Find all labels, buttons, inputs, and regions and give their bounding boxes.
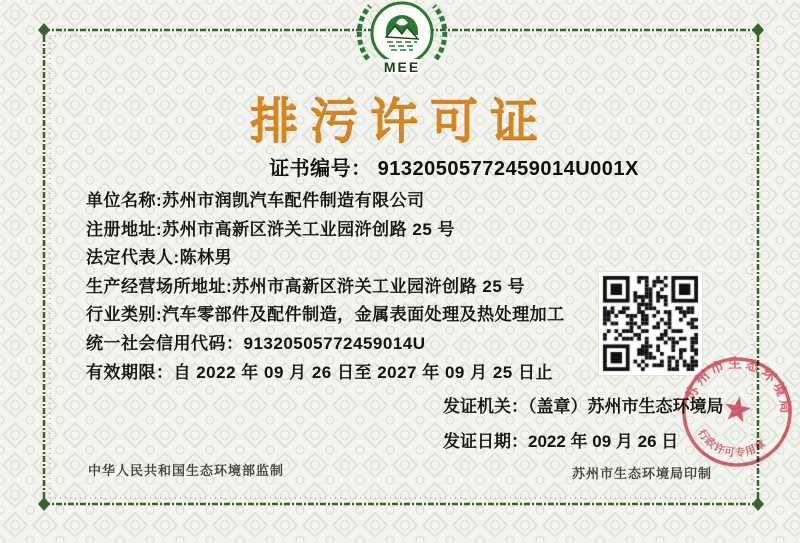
field-label: 单位名称:: [86, 191, 163, 210]
seal-bottom-text: 行政许可专用章: [695, 427, 769, 460]
certificate-number: 91320505772459014U001X: [377, 158, 639, 180]
certificate-number-label: 证书编号：: [269, 158, 372, 180]
field-label: 统一社会信用代码：: [86, 333, 244, 353]
field-registered-address: [86, 216, 746, 245]
seal-ring-text: 苏州市生态环境局: [682, 355, 794, 417]
field-value: 苏州市高新区浒关工业园浒创路 25 号: [232, 276, 526, 296]
field-value: 苏州市高新区浒关工业园浒创路 25 号: [162, 219, 456, 239]
field-label: 生产经营场所地址:: [86, 276, 233, 296]
field-value: 陈林男: [179, 248, 233, 268]
field-company-name: [86, 187, 746, 216]
certificate-number-line: [108, 152, 800, 181]
field-value: 汽车零部件及配件制造，金属表面处理及热处理加工: [162, 305, 565, 325]
issuer-value: （盖章）苏州市生态环境局: [528, 397, 724, 416]
issue-date-value: 2022 年 09 月 26 日: [528, 432, 679, 451]
field-label: 行业类别:: [86, 305, 163, 325]
certificate-title: 排污许可证: [249, 95, 550, 148]
issue-date-line: [443, 427, 678, 452]
field-value: 91320505772459014U: [243, 333, 426, 353]
field-label: 有效期限：: [86, 362, 174, 382]
footer-printer: 苏州市生态环境局印制: [572, 466, 713, 481]
field-value: 自 2022 年 09 月 26 日至 2027 年 09 月 25 日止: [173, 362, 553, 382]
field-value: 苏州市润凯汽车配件制造有限公司: [162, 191, 425, 210]
footer-supervisor: 中华人民共和国生态环境部监制: [88, 463, 285, 478]
field-label: 法定代表人:: [86, 248, 180, 268]
field-label: 注册地址:: [86, 219, 163, 239]
mee-logo-text: MEE: [383, 59, 421, 75]
issue-date-label: 发证日期：: [443, 432, 528, 451]
field-legal-representative: [86, 244, 746, 273]
issuer-label: 发证机关：: [443, 397, 528, 416]
mee-logo-icon: [344, 0, 460, 88]
